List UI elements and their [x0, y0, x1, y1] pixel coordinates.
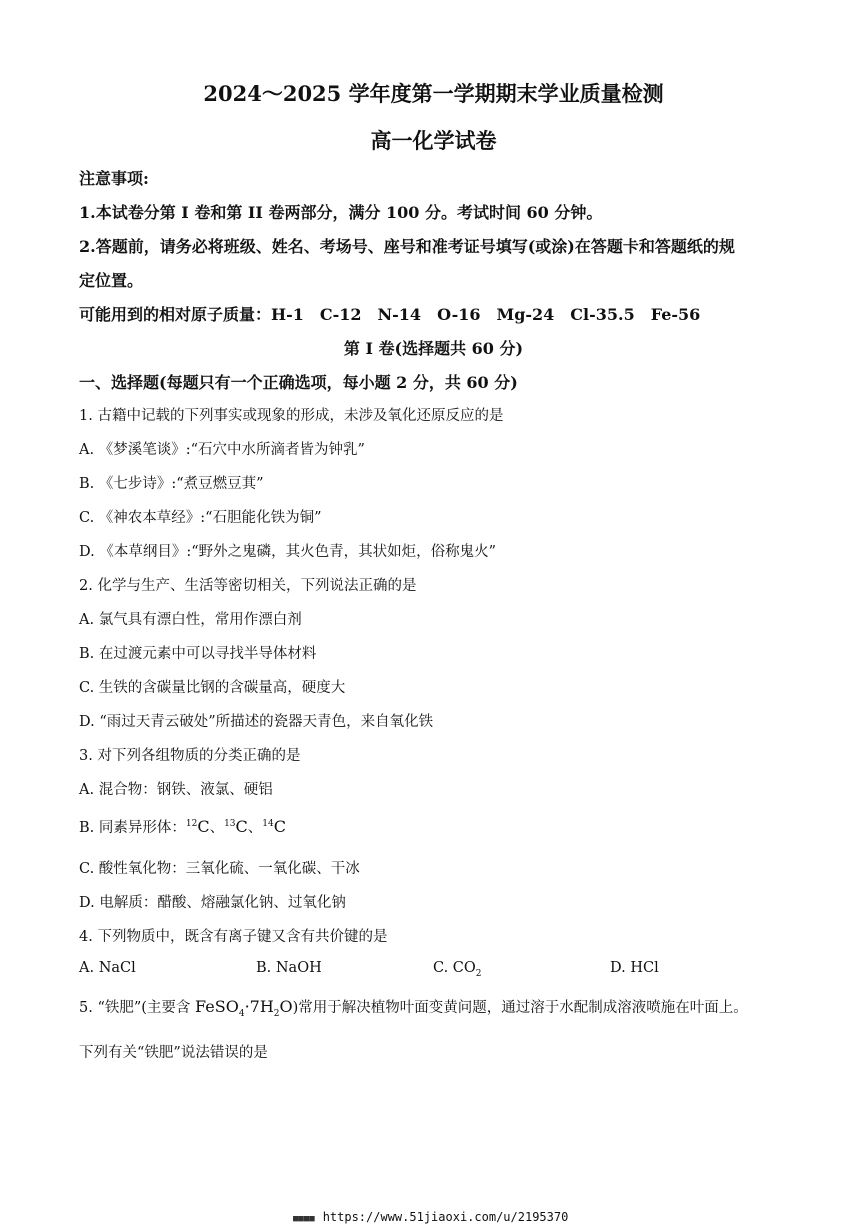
- q5-stem-suffix: )常用于解决植物叶面变黄问题，通过溶于水配制成溶液喷施在叶面上。: [292, 1000, 748, 1016]
- q1-option-d: D. 《本草纲目》:“野外之鬼磷，其火色青，其状如炬，俗称鬼火”: [79, 544, 497, 560]
- q4-option-b: B. NaOH: [256, 960, 322, 976]
- q2-option-c: C. 生铁的含碳量比钢的含碳量高，硬度大: [79, 680, 346, 696]
- formula-subscript-2: 2: [273, 1008, 280, 1019]
- q4-stem: 4. 下列物质中，既含有离子键又含有共价键的是: [79, 929, 388, 945]
- separator-2: 、: [247, 820, 263, 836]
- q1-option-b: B. 《七步诗》:“煮豆燃豆萁”: [79, 476, 264, 492]
- section-title: 第 I 卷(选择题共 60 分): [343, 339, 524, 358]
- q3-option-d: D. 电解质：醋酸、熔融氯化钠、过氧化钠: [79, 895, 346, 911]
- notice-item-1: 1.本试卷分第 I 卷和第 II 卷两部分，满分 100 分。考试时间 60 分钟。: [79, 203, 603, 222]
- formula-part-3: O: [279, 997, 293, 1016]
- q2-option-b: B. 在过渡元素中可以寻找半导体材料: [79, 646, 317, 662]
- q4-option-a: A. NaCl: [79, 960, 136, 976]
- footer-url[interactable]: https://www.51jiaoxi.com/u/2195370: [322, 1210, 569, 1224]
- carbon-symbol-1: C: [197, 817, 210, 836]
- q3-option-b-prefix: B. 同素异形体：: [79, 820, 186, 836]
- q2-option-a: A. 氯气具有漂白性，常用作漂白剂: [79, 612, 302, 628]
- formula-subscript-1: 4: [238, 1008, 245, 1019]
- q1-option-a: A. 《梦溪笔谈》:“石穴中水所滴者皆为钟乳”: [79, 442, 365, 458]
- footer: [293, 1210, 568, 1224]
- section-heading: 一、选择题(每题只有一个正确选项，每小题 2 分，共 60 分): [79, 373, 518, 392]
- q4-option-c: [433, 960, 482, 979]
- q5-stem-line-2: 下列有关“铁肥”说法错误的是: [79, 1045, 268, 1061]
- q5-stem-prefix: 5. “铁肥”(主要含: [79, 1000, 196, 1016]
- q3-option-c: C. 酸性氧化物：三氧化硫、一氧化碳、干冰: [79, 861, 360, 877]
- q3-option-a: A. 混合物：钢铁、液氯、硬铝: [79, 782, 273, 798]
- q1-stem: 1. 古籍中记载的下列事实或现象的形成，未涉及氧化还原反应的是: [79, 408, 504, 424]
- notice-item-2-line-1: 2.答题前，请务必将班级、姓名、考场号、座号和准考证号填写(或涂)在答题卡和答题纸的规: [79, 237, 735, 256]
- formula-part-2: ·7H: [244, 997, 274, 1016]
- atomic-masses: 可能用到的相对原子质量：H-1 C-12 N-14 O-16 Mg-24 Cl-35.5 Fe-56: [79, 305, 701, 324]
- mass-number-13: 13: [224, 819, 236, 830]
- q5-stem: [79, 996, 748, 1019]
- exam-title: 2024～2025 学年度第一学期期末学业质量检测: [203, 81, 664, 106]
- notice-item-2-line-2: 定位置。: [79, 271, 144, 290]
- exam-subtitle: 高一化学试卷: [370, 128, 497, 153]
- mass-number-14: 14: [262, 819, 274, 830]
- notice-heading: 注意事项:: [79, 169, 149, 188]
- footer-logo: ■■■■: [293, 1214, 315, 1224]
- q4-option-d: D. HCl: [610, 960, 659, 976]
- q4-option-c-subscript: 2: [475, 968, 482, 979]
- carbon-symbol-2: C: [235, 817, 248, 836]
- q3-option-b: [79, 816, 286, 837]
- q2-stem: 2. 化学与生产、生活等密切相关，下列说法正确的是: [79, 578, 417, 594]
- carbon-symbol-3: C: [273, 817, 286, 836]
- separator-1: 、: [209, 820, 225, 836]
- q3-stem: 3. 对下列各组物质的分类正确的是: [79, 748, 301, 764]
- formula-part-1: FeSO: [195, 997, 239, 1016]
- q2-option-d: D. “雨过天青云破处”所描述的瓷器天青色，来自氧化铁: [79, 714, 434, 730]
- mass-number-12: 12: [185, 819, 198, 830]
- q4-option-c-formula: C. CO: [433, 960, 476, 976]
- q1-option-c: C. 《神农本草经》:“石胆能化铁为铜”: [79, 510, 322, 526]
